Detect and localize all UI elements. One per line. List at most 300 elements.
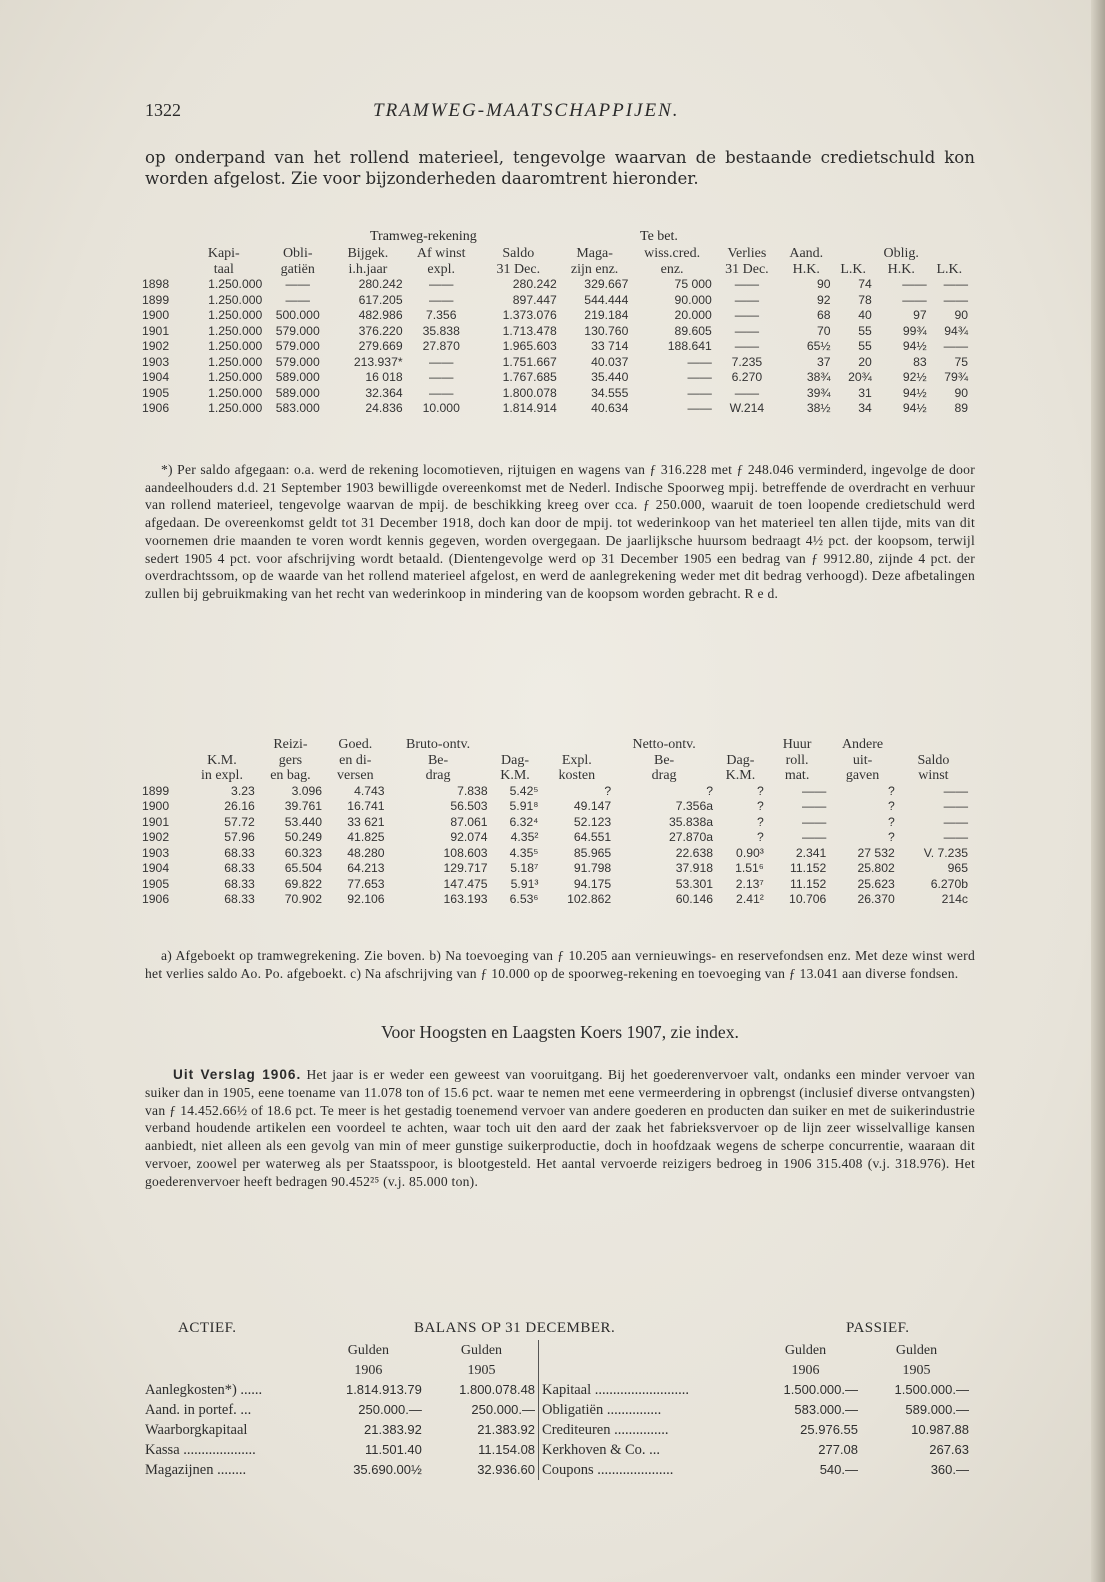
table1-row: [140, 386, 970, 402]
table2-header-cell: K.M.: [207, 752, 237, 768]
table2-cell: 52.123: [573, 814, 612, 829]
table1-cell: 35.440: [591, 370, 629, 385]
table1-cell: 280.242: [512, 277, 557, 292]
table2-header-cell: en bag.: [270, 768, 311, 784]
table2-cell: ?: [887, 799, 895, 814]
passief-value-1906: 540.—: [819, 1462, 858, 1477]
table2-cell: 2.341: [795, 845, 827, 860]
table2-cell: ?: [887, 783, 895, 798]
table1-cell: 1.250.000: [208, 277, 263, 292]
table1-header-cell: wiss.cred.: [644, 246, 701, 262]
table1-cell: 20¾: [848, 370, 872, 385]
table2-header-cell: [897, 737, 970, 753]
table1-cell: ——: [734, 292, 760, 307]
actief-value-1905: 250.000.—: [471, 1402, 536, 1417]
table1-cell: 94¾: [944, 323, 968, 338]
table2-header-row: [140, 753, 970, 769]
table2-cell: 57.96: [224, 830, 255, 845]
table2-cell: 0.90³: [736, 845, 764, 860]
table2-header-cell: K.M.: [500, 768, 530, 784]
table1-cell: 38¾: [806, 370, 831, 385]
table2-header-cell: gaven: [845, 768, 880, 784]
table1-row: [140, 370, 970, 386]
table1-cell: 1.965.603: [502, 339, 557, 354]
col-head-gulden: Gulden: [347, 1342, 389, 1358]
balance-row: [142, 1420, 972, 1440]
verslag-text: Het jaar is er weder een geweest van vooruitgang. Bij het goederenvervoer valt, ondanks een minder vervoer van suiker dan in 1905, eene toename van 11.078 ton of 15.6 pct. waar te nemen met eene vermeerdering in opbrengst (inclusief diverse ontvangsten) van ƒ 14.452.66½ of 18.6 pct. Te meer is het gestadig toenemend vervoer van andere goederen en producten dan suiker en met de suikerindustrie verband houdende artikelen een voordeel te achten, waar toch uit den aard der zaak het fabrieksvervoer op de lijn zeer wisselvallige kansen aanbiedt, niet alleen als een gevolg van min of meer gunstige suikerproductie, doch in hoofdzaak wegens de scherpe concurrentie, waaraan dit vervoer, zoowel per waterweg als per Staatsspoor, is blootgesteld. Het aantal vervoerde reizigers bedroeg in 1906 315.408 (v.j. 318.976). Het goederenvervoer heeft bedragen 90.452²⁵ (v.j. 85.000 ton).: [145, 1067, 975, 1189]
table1-row: [140, 355, 970, 371]
table1-cell: 1.250.000: [208, 323, 263, 338]
table1-cell: 1.373.076: [502, 308, 557, 323]
table1-header-cell: 31 Dec.: [725, 261, 769, 277]
table1-cell: 97: [913, 308, 927, 323]
table2-year-cell: 1906: [142, 892, 170, 907]
page-header: [145, 100, 975, 126]
table1-cell: 213.937*: [353, 354, 403, 369]
table2-header-cell: Saldo: [917, 752, 950, 768]
table2-header-cell: drag: [425, 768, 451, 784]
table1-header-cell: L.K.: [840, 261, 867, 277]
table2-cell: ——: [943, 783, 968, 798]
table1-header-cell: Bijgek.: [347, 246, 389, 262]
table2-cell: ?: [887, 814, 895, 829]
table1-cell: 34: [858, 401, 872, 416]
actief-value-1906: 21.383.92: [364, 1422, 422, 1437]
table2-cell: 2.13⁷: [735, 876, 764, 891]
table1-cell: ——: [687, 354, 712, 369]
actief-value-1905: 11.154.08: [478, 1442, 536, 1457]
table1-cell: 579.000: [275, 339, 320, 354]
table1-year-cell: 1903: [142, 354, 170, 369]
table2-cell: ?: [757, 799, 764, 814]
table1-cell: 83: [913, 354, 927, 369]
table1-header-cell: Maga-: [576, 246, 613, 262]
table2-cell: 7.838: [457, 783, 488, 798]
table1-cell: 6.270: [731, 370, 763, 385]
table1-cell: ——: [734, 385, 760, 400]
table2-row: [140, 861, 970, 877]
table2-cell: 26.370: [857, 892, 895, 907]
table1-cell: 544.444: [584, 292, 629, 307]
table2-header-cell: versen: [337, 768, 374, 784]
table1-cell: 130.760: [584, 323, 629, 338]
table2-header-cell: [715, 737, 766, 753]
table2-year-cell: 1902: [142, 830, 170, 845]
table1-cell: 31: [858, 385, 872, 400]
table2-cell: 5.42⁵: [509, 783, 539, 798]
balance-table: [142, 1340, 972, 1480]
table1-header-cell: [929, 246, 970, 262]
table2-cell: 37.918: [675, 861, 714, 876]
table1-cell: 1.250.000: [208, 370, 263, 385]
table2-cell: 53.440: [284, 814, 323, 829]
table2-cell: ——: [801, 830, 827, 845]
table1-cell: 583.000: [275, 401, 320, 416]
table1-cell: 78: [858, 292, 872, 307]
table2-cell: ?: [757, 814, 764, 829]
table1-cell: ——: [429, 354, 454, 369]
table1-cell: 219.184: [584, 308, 629, 323]
verslag-paragraph: [145, 1066, 975, 1191]
table2-cell: ——: [943, 799, 968, 814]
table1-cell: 1.814.914: [502, 401, 557, 416]
table1-cell: 68: [817, 308, 831, 323]
table2-cell: 163.193: [443, 892, 488, 907]
actief-value-1906: 1.814.913.79: [345, 1382, 422, 1397]
table1-row: [140, 293, 970, 309]
table1-header-cell: H.K.: [792, 261, 820, 277]
actief-label: Kassa ....................: [145, 1442, 256, 1458]
passief-label: Kerkhoven & Co. ...: [542, 1442, 661, 1458]
table2-cell: 6.53⁶: [509, 892, 539, 907]
table2-year-cell: 1903: [142, 845, 170, 860]
table1-header-cell: zijn enz.: [570, 261, 619, 277]
table2-header-cell: gers: [278, 752, 303, 768]
table1-cell: 79¾: [944, 370, 968, 385]
table1-header-cell: Verlies: [727, 246, 767, 262]
table1-cell: ——: [429, 385, 454, 400]
table2-cell: 22.638: [675, 845, 714, 860]
table2-header-cell: [140, 737, 187, 753]
table1-row: [140, 324, 970, 340]
table2-cell: ——: [943, 830, 968, 845]
table1-header-cell: Oblig.: [883, 246, 919, 262]
table2-header-cell: Dag-: [501, 752, 529, 768]
table1-cell: 24.836: [365, 401, 403, 416]
table1-cell: 1.250.000: [208, 354, 263, 369]
table1-cell: 500.000: [275, 308, 320, 323]
table2-cell: ?: [757, 830, 764, 845]
table2-header-cell: in expl.: [200, 768, 243, 784]
table2-cell: 3.23: [231, 783, 255, 798]
table2-header-cell: drag: [651, 768, 677, 784]
table2-cell: 4.35²: [510, 830, 539, 845]
table1-header-cell: Obli-: [282, 246, 313, 262]
table2-header-cell: roll.: [785, 752, 809, 768]
col-head-gulden: Gulden: [460, 1342, 503, 1358]
table1-cell: ——: [285, 277, 310, 292]
col-head-1905: 1905: [467, 1362, 496, 1378]
table2-year-cell: 1899: [142, 783, 170, 798]
table1-group-header-tramweg: Tramweg-rekening: [370, 229, 477, 244]
table1-cell: ——: [285, 292, 310, 307]
table2-cell: 68.33: [224, 892, 255, 907]
actief-label: Magazijnen ........: [145, 1462, 247, 1478]
actief-label: Aanlegkosten*) ......: [145, 1382, 263, 1398]
table1-cell: ——: [943, 292, 968, 307]
actief-value-1905: 1.800.078.48: [459, 1382, 536, 1397]
table2-cell: V. 7.235: [923, 845, 968, 860]
col-head-1905: 1905: [902, 1362, 931, 1378]
table1-cell: 279.669: [358, 339, 403, 354]
table1-cell: 65½: [806, 339, 831, 354]
table1-cell: 617.205: [358, 292, 403, 307]
table2-row: [140, 784, 970, 800]
table2-header-cell: Be-: [427, 752, 449, 768]
table1-cell: ——: [943, 339, 968, 354]
table1-cell: 579.000: [275, 323, 320, 338]
passief-label: Kapitaal ..........................: [542, 1382, 690, 1398]
table2-header-cell: mat.: [784, 768, 810, 784]
table1-cell: ——: [734, 323, 760, 338]
table1-cell: 92½: [902, 370, 927, 385]
table2-year-cell: 1901: [142, 814, 170, 829]
table1-cell: 89: [954, 401, 968, 416]
table2-cell: 85.965: [573, 845, 612, 860]
table2-header-cell: Reizi-: [273, 737, 308, 753]
table1-cell: 16 018: [365, 370, 403, 385]
table1-cell: 589.000: [275, 385, 320, 400]
page-number: 1322: [145, 100, 181, 120]
table1-cell: 1.713.478: [502, 323, 557, 338]
table2-cell: 16.741: [347, 799, 385, 814]
passief-label: Coupons .....................: [542, 1462, 674, 1478]
table1-cell: 10.000: [422, 401, 460, 416]
table1-cell: 20: [858, 354, 872, 369]
table1-cell: ——: [734, 339, 760, 354]
table2-cell: 6.32⁴: [509, 814, 539, 829]
table1-cell: 40.634: [591, 401, 629, 416]
table1-cell: 90: [817, 277, 831, 292]
passief-label: Obligatiën ...............: [542, 1402, 662, 1418]
table1-header-cell: L.K.: [936, 261, 963, 277]
table2-cell: 39.761: [284, 799, 323, 814]
table2-cell: 3.096: [291, 783, 323, 798]
table1-year-cell: 1904: [142, 370, 170, 385]
table1-cell: 90: [954, 308, 968, 323]
table2-header-cell: Be-: [653, 752, 675, 768]
table1-cell: ——: [687, 370, 712, 385]
table1-year-cell: 1901: [142, 323, 170, 338]
table2-cell: 68.33: [224, 861, 255, 876]
table2-cell: 64.551: [573, 830, 612, 845]
table1-cell: 1.250.000: [208, 308, 263, 323]
table2-cell: 35.838a: [668, 814, 714, 829]
balance-passief-title: PASSIEF.: [846, 1320, 910, 1336]
balance-row: [142, 1460, 972, 1480]
table1-cell: 90.000: [674, 292, 712, 307]
table2-cell: 65.504: [284, 861, 323, 876]
table2-cell: 2.41²: [736, 892, 764, 907]
table1-header-cell: [833, 246, 874, 262]
table1-cell: 376.220: [358, 323, 403, 338]
table2-header-cell: Dag-: [726, 752, 755, 768]
table2-header-cell: en di-: [339, 752, 372, 768]
col-head-gulden: Gulden: [784, 1342, 827, 1358]
table2-row: [140, 815, 970, 831]
table2-cell: ——: [943, 814, 968, 829]
table2-cell: 68.33: [224, 876, 255, 891]
table2-cell: ?: [706, 783, 714, 798]
table1-header-cell: Kapi-: [207, 246, 240, 262]
table2-cell: 49.147: [573, 799, 612, 814]
table2-cell: 11.152: [789, 861, 827, 876]
table1-cell: 1.767.685: [502, 370, 557, 385]
passief-value-1905: 10.987.88: [911, 1422, 969, 1437]
passief-value-1906: 583.000.—: [794, 1402, 858, 1417]
table2-cell: 5.91⁸: [509, 799, 539, 814]
actief-label: Aand. in portef. ...: [145, 1402, 252, 1418]
table2-cell: 70.902: [284, 892, 323, 907]
page-edge-shadow: [1091, 0, 1105, 1582]
table2-cell: 965: [947, 861, 968, 876]
table1-cell: 7.356: [425, 308, 457, 323]
table2-cell: ——: [801, 799, 827, 814]
table1-cell: 1.250.000: [208, 385, 263, 400]
footnote-per-saldo: *) Per saldo afgegaan: o.a. werd de rekening locomotieven, rijtuigen en wagens van ƒ 316.228 met ƒ 248.046 verminderd, ingevolge de door aandeelhouders d.d. 21 September 1903 bewilligde overeenkomst met de Nederl. Indische Spoorweg mpij. betreffende de overdracht en verhuur van rollend materieel, tengevolge waarvan de mpij. de beschikking kreeg over cca. ƒ 250.000, waaruit de toen loopende credietschuld werd afgedaan. De overeenkomst geldt tot 31 December 1918, doch kan door de mpij. tot wederinkoop van het materieel ten allen tijde, mits van dit voornemen drie maanden te voren wordt kennis gegeven, worden overgegaan. De jaarlijksche huursom bedraagt 4½ pct. der koopsom, terwijl sedert 1905 4 pct. voor afschrijving wordt betaald. (Dientengevolge werd op 31 December 1905 een bedrag van ƒ 9912.80, zijnde 4 pct. der overdrachtssom, op de waarde van het rollend materieel afgelost, en werd de aanlegrekening weder met dit bedrag verhoogd). Deze afbetalingen zullen bij gebruikmaking van het recht van wederinkoop in mindering van de koopsom worden gebracht. R e d.: [145, 462, 975, 601]
table1-year-cell: 1905: [142, 385, 170, 400]
table1-cell: ——: [429, 370, 454, 385]
table2-header-cell: kosten: [558, 768, 596, 784]
table1-cell: ——: [429, 277, 454, 292]
table1-header-row: [140, 246, 970, 262]
table2-cell: 11.152: [789, 876, 827, 891]
balance-actief-title: ACTIEF.: [178, 1320, 237, 1336]
table1-cell: 1.250.000: [208, 292, 263, 307]
table1-cell: ——: [429, 292, 454, 307]
table1-year-cell: 1899: [142, 292, 170, 307]
table2-cell: 56.503: [450, 799, 488, 814]
table1-cell: 897.447: [512, 292, 557, 307]
table1-cell: 35.838: [422, 323, 460, 338]
table2-cell: 33 621: [347, 814, 385, 829]
table1-header-cell: enz.: [660, 261, 684, 277]
table2-header-cell: [490, 737, 541, 753]
table1-header-cell: 31 Dec.: [496, 261, 541, 277]
table2-cell: 25.623: [857, 876, 895, 891]
table1-cell: 33 714: [591, 339, 629, 354]
table2-header-cell: [140, 753, 187, 769]
table2-header-cell: [140, 768, 187, 784]
table1-cell: 188.641: [667, 339, 712, 354]
table1-group-header-tebet: Te bet.: [640, 229, 678, 244]
table1-cell: 39¾: [806, 385, 831, 400]
table1-cell: 55: [858, 339, 872, 354]
table2-cell: 5.91³: [510, 876, 539, 891]
actief-label: Waarborgkapitaal: [145, 1422, 248, 1438]
table1-cell: 94½: [902, 385, 927, 400]
table1-cell: 92: [817, 292, 831, 307]
footnote-afgeboekt: a) Afgeboekt op tramwegrekening. Zie boven. b) Na toevoeging van ƒ 10.205 aan vernieuwings- en reservefondsen enz. Met deze winst werd het verlies saldo Ao. Po. afgeboekt. c) Na afschrijving van ƒ 10.000 op de spoorweg-rekening en toevoeging van ƒ 13.041 aan diverse fondsen.: [145, 948, 975, 981]
table2-cell: 60.323: [284, 845, 323, 860]
table2-cell: 10.706: [789, 892, 827, 907]
table2-cell: 91.798: [573, 861, 612, 876]
table2-year-cell: 1905: [142, 876, 170, 891]
table2-cell: 50.249: [284, 830, 323, 845]
table2-row: [140, 830, 970, 846]
table2-cell: 57.72: [224, 814, 255, 829]
table2-header-cell: Netto-ontv.: [632, 737, 696, 753]
table1-header-cell: Saldo: [502, 246, 535, 262]
actief-value-1906: 35.690.00½: [353, 1462, 422, 1477]
table1-cell: ——: [902, 292, 927, 307]
table2-cell: 5.18⁷: [510, 861, 539, 876]
table2-header-row: [140, 768, 970, 784]
table2-cell: 69.822: [284, 876, 323, 891]
table1-cell: ——: [734, 308, 760, 323]
table2-cell: 77.653: [347, 876, 385, 891]
table-tramweg-rekening: [140, 246, 970, 417]
table1-cell: 94½: [902, 339, 927, 354]
running-title: TRAMWEG-MAATSCHAPPIJEN.: [373, 100, 680, 121]
table1-header-cell: Aand.: [789, 246, 824, 262]
table2-header-cell: Bruto-ontv.: [406, 737, 471, 753]
table2-row: [140, 846, 970, 862]
balance-row: [142, 1380, 972, 1400]
table2-year-cell: 1904: [142, 861, 170, 876]
actief-value-1906: 11.501.40: [365, 1442, 422, 1457]
table2-cell: ?: [887, 830, 895, 845]
table1-header-cell: taal: [213, 261, 234, 277]
table1-cell: ——: [687, 401, 712, 416]
table2-cell: ?: [757, 783, 764, 798]
balance-row: [142, 1400, 972, 1420]
table1-cell: 55: [858, 323, 872, 338]
table1-cell: ——: [902, 277, 927, 292]
table1-row: [140, 277, 970, 293]
table2-cell: 6.270b: [930, 876, 968, 891]
table2-cell: 4.743: [354, 783, 385, 798]
table2-cell: 27.870a: [668, 830, 714, 845]
passief-value-1906: 25.976.55: [800, 1422, 858, 1437]
table1-cell: 37: [817, 354, 831, 369]
table2-cell: 48.280: [347, 845, 385, 860]
table1-header-row: [140, 262, 970, 278]
table1-cell: 40: [858, 308, 872, 323]
table1-cell: 75 000: [674, 277, 712, 292]
table2-cell: 1.51⁶: [735, 861, 764, 876]
passief-value-1906: 1.500.000.—: [783, 1382, 858, 1397]
table2-row: [140, 892, 970, 908]
actief-value-1905: 21.383.92: [477, 1422, 536, 1437]
verslag-lead: Uit Verslag 1906.: [173, 1067, 302, 1082]
table1-cell: ——: [734, 277, 760, 292]
passief-value-1905: 589.000.—: [905, 1402, 969, 1417]
table1-cell: 32.364: [365, 385, 403, 400]
table2-header-cell: [187, 737, 257, 753]
table1-cell: 40.037: [591, 354, 629, 369]
actief-value-1905: 32.936.60: [477, 1462, 536, 1477]
table1-cell: 589.000: [275, 370, 320, 385]
table1-header-cell: i.h.jaar: [348, 261, 388, 277]
table1-cell: 90: [954, 385, 968, 400]
table2-cell: 53.301: [675, 876, 714, 891]
table2-header-cell: Expl.: [561, 752, 592, 768]
table2-header-row: [140, 737, 970, 753]
table1-cell: 280.242: [358, 277, 403, 292]
table1-cell: 27.870: [422, 339, 460, 354]
table2-cell: 147.475: [443, 876, 488, 891]
col-head-1906: 1906: [354, 1362, 383, 1378]
table2-header-cell: Huur: [782, 737, 812, 753]
table1-header-cell: [140, 262, 183, 278]
table2-cell: 87.061: [450, 814, 488, 829]
table1-header-cell: expl.: [427, 261, 456, 277]
table1-cell: 99¾: [902, 323, 927, 338]
table2-cell: 92.074: [450, 830, 488, 845]
table2-cell: 102.862: [567, 892, 612, 907]
passief-value-1905: 267.63: [929, 1442, 969, 1457]
index-note: Voor Hoogsten en Laagsten Koers 1907, zie index.: [381, 1022, 739, 1042]
table2-row: [140, 877, 970, 893]
table1-cell: 1.250.000: [208, 339, 263, 354]
passief-value-1905: 1.500.000.—: [894, 1382, 969, 1397]
table1-header-cell: H.K.: [887, 261, 915, 277]
passief-value-1906: 277.08: [818, 1442, 858, 1457]
table1-year-cell: 1900: [142, 308, 170, 323]
table2-cell: 26.16: [224, 799, 255, 814]
table2-header-cell: winst: [918, 768, 949, 784]
